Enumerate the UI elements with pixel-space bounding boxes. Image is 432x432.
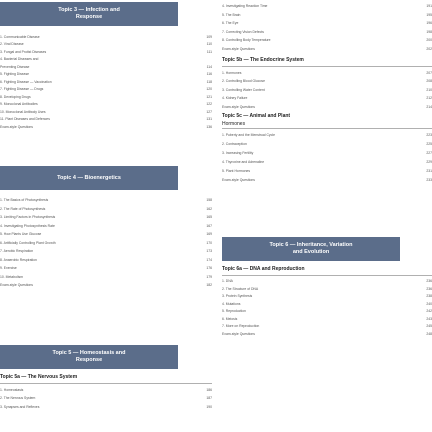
topic3-header-line2: Response (75, 14, 103, 20)
toc-entry (0, 196, 212, 205)
toc-entry-label: 6. Fighting Disease — Vaccination (0, 79, 52, 84)
toc-entry-label: 3. Protein Synthesis (222, 294, 253, 299)
toc-entry-label: Exam-style Questions (222, 331, 255, 336)
toc-entry-page: 182 (206, 283, 212, 288)
topic5-header (0, 345, 178, 369)
toc-entry-label: 3. Increasing Fertility (222, 151, 254, 156)
toc-entry-label: 4. Mutations (222, 301, 241, 306)
toc-entry (222, 11, 432, 20)
toc-entry-page: 191 (426, 4, 432, 9)
toc-entry (222, 69, 432, 78)
topic5b-section (222, 57, 432, 111)
topic6a-list (222, 278, 432, 338)
topic6-header (222, 237, 400, 261)
toc-entry (222, 308, 432, 316)
toc-entry-page: 174 (206, 257, 212, 262)
toc-entry (0, 256, 212, 265)
topic5-section (0, 345, 212, 411)
toc-entry-page: 229 (426, 160, 432, 165)
topic6-header-line1: Topic 6 — Inheritance, Variation (269, 242, 353, 248)
toc-entry (0, 403, 212, 412)
toc-entry-page: 122 (206, 102, 212, 107)
toc-entry (0, 123, 212, 131)
toc-entry-label: 7. Correcting Vision Defects (222, 29, 264, 34)
toc-entry-page: 121 (206, 94, 212, 99)
toc-entry-page: 114 (206, 64, 212, 69)
toc-entry-page: 173 (206, 249, 212, 254)
toc-entry-page: 195 (426, 12, 432, 17)
toc-entry-label: 4. Thyroxine and Adrenaline (222, 160, 265, 165)
toc-entry-page: 210 (426, 87, 432, 92)
toc-entry-label: 6. The Eye (222, 21, 239, 26)
toc-entry-label: 3. Fungal and Protist Diseases (0, 49, 47, 54)
toc-entry-label: Exam-style Questions (222, 104, 255, 109)
topic3-header-line1: Topic 3 — Infection and (58, 7, 120, 13)
toc-entry-page: 214 (426, 104, 432, 109)
toc-entry-page: 109 (206, 34, 212, 39)
toc-entry (222, 45, 432, 54)
toc-entry-label: 2. The Rate of Photosynthesis (0, 206, 46, 211)
topic5a-divider (0, 383, 212, 384)
toc-entry (0, 281, 212, 290)
topic6a-title: Topic 6a — DNA and Reproduction (222, 266, 305, 272)
toc-entry-label: 10. Metabolism (0, 274, 23, 279)
toc-entry (0, 222, 212, 231)
toc-entry (0, 71, 212, 79)
toc-entry-label: 2. Contraception (222, 142, 247, 147)
toc-entry-page: 176 (206, 266, 212, 271)
toc-entry-page: 179 (206, 274, 212, 279)
topic5a-continued-section (222, 2, 432, 53)
toc-entry-label: 5. Plant Hormones (222, 169, 251, 174)
topic5a-title: Topic 5a — The Nervous System (0, 374, 78, 380)
toc-entry (0, 48, 212, 56)
toc-entry (222, 94, 432, 103)
toc-entry (222, 285, 432, 293)
toc-entry (222, 293, 432, 301)
toc-entry-page: 116 (206, 72, 212, 77)
toc-entry (222, 330, 432, 338)
toc-entry (0, 56, 212, 64)
toc-entry (0, 239, 212, 248)
toc-entry-page: 167 (206, 223, 212, 228)
toc-entry-page: 238 (426, 294, 432, 299)
topic5c-section (222, 113, 432, 185)
toc-entry-label: 8. Controlling Body Temperature (222, 38, 271, 43)
topic5a-list (0, 386, 212, 412)
toc-entry-label: 11. Plant Diseases and Defences (0, 117, 50, 122)
toc-entry-label: 8. Anaerobic Respiration (0, 257, 37, 262)
toc-entry (0, 116, 212, 124)
toc-entry (0, 41, 212, 49)
toc-entry-label: 5. How Plants Use Glucose (0, 232, 42, 237)
toc-entry-label: 10. Monoclonal Antibody Uses (0, 109, 46, 114)
toc-entry-page: 200 (426, 38, 432, 43)
topic6-section (222, 237, 432, 338)
toc-entry (222, 140, 432, 149)
toc-entry-label: 2. The Nervous System (0, 396, 36, 401)
toc-entry-page: 227 (426, 151, 432, 156)
toc-entry-page: 236 (426, 286, 432, 291)
toc-entry-page: 120 (206, 87, 212, 92)
toc-entry-label: 7. Fighting Disease — Drugs (0, 87, 44, 92)
toc-entry-label: 4. Investigating Reaction Time (222, 4, 268, 9)
toc-entry-page: 223 (426, 133, 432, 138)
toc-entry (0, 86, 212, 94)
toc-entry (222, 167, 432, 176)
toc-entry-label: 4. Investigating Photosynthesis Rate (0, 223, 55, 228)
toc-entry (222, 315, 432, 323)
toc-entry-page: 169 (206, 232, 212, 237)
toc-entry-label: 9. Exercise (0, 266, 17, 271)
toc-entry-page: 162 (206, 206, 212, 211)
toc-entry-page: 236 (426, 279, 432, 284)
topic5c-divider (222, 128, 432, 129)
toc-entry (0, 230, 212, 239)
toc-entry-label: 2. The Structure of DNA (222, 286, 259, 291)
toc-entry-page: 198 (426, 29, 432, 34)
toc-entry-label: 1. Homeostasis (0, 387, 24, 392)
toc-entry-label: 5. Reproduction (222, 309, 246, 314)
topic5c-title: Topic 5c — Animal and Plant (222, 113, 291, 119)
toc-entry (222, 323, 432, 331)
toc-entry-label: 3. Limiting Factors in Photosynthesis (0, 215, 56, 220)
toc-entry-page: 240 (426, 301, 432, 306)
toc-entry-label: 5. The Brain (222, 12, 241, 17)
toc-entry-label: 1. Communicable Disease (0, 34, 40, 39)
toc-entry-label: Exam-style Questions (0, 283, 33, 288)
toc-entry-page: 231 (426, 169, 432, 174)
toc-entry-label: Exam-style Questions (0, 124, 33, 129)
topic3-section (0, 2, 212, 131)
topic5-header-line2: Response (75, 357, 103, 363)
toc-entry (222, 278, 432, 286)
toc-entry-page: 233 (426, 178, 432, 183)
toc-entry-label: 4. Bacterial Diseases and (0, 57, 39, 62)
toc-entry (222, 131, 432, 140)
toc-entry-page: 187 (206, 396, 212, 401)
toc-entry-label: 7. Aerobic Respiration (0, 249, 34, 254)
toc-entry-page: 131 (206, 117, 212, 122)
toc-entry (222, 2, 432, 11)
toc-entry-label: Exam-style Questions (222, 46, 255, 51)
toc-entry-label: 1. DNA (222, 279, 233, 284)
toc-entry-page: 248 (426, 331, 432, 336)
toc-entry-page: 111 (206, 49, 212, 54)
topic3-list (0, 33, 212, 131)
toc-entry-label: 3. Synapses and Reflexes (0, 404, 40, 409)
toc-entry-label: Exam-style Questions (222, 178, 255, 183)
toc-entry-page: 202 (426, 46, 432, 51)
toc-entry-label: Preventing Disease (0, 64, 30, 69)
topic3-header (0, 2, 178, 26)
toc-entry-label: 8. Developing Drugs (0, 94, 31, 99)
toc-entry-page: 165 (206, 215, 212, 220)
toc-entry (222, 149, 432, 158)
toc-entry (0, 247, 212, 256)
toc-entry-page: 110 (206, 42, 212, 47)
toc-entry (222, 103, 432, 112)
toc-entry-page: 127 (206, 109, 212, 114)
toc-entry-label: 7. More on Reproduction (222, 324, 260, 329)
toc-entry-page: 242 (426, 309, 432, 314)
topic4-list (0, 196, 212, 290)
topic4-section (0, 166, 212, 290)
toc-entry-label: 2. Controlling Blood Glucose (222, 79, 265, 84)
toc-entry (0, 394, 212, 403)
toc-entry (222, 28, 432, 37)
topic5-header-line1: Topic 5 — Homeostasis and (52, 350, 126, 356)
toc-entry (0, 63, 212, 71)
toc-entry-label: 6. Meiosis (222, 316, 238, 321)
toc-entry (0, 101, 212, 109)
toc-entry-page: 196 (426, 21, 432, 26)
toc-entry-page: 190 (206, 404, 212, 409)
toc-entry-label: 6. Artificially Controlling Plant Growth (0, 240, 56, 245)
toc-entry (0, 205, 212, 214)
topic5c-subtitle: Hormones (222, 121, 246, 127)
toc-entry-page: 208 (426, 79, 432, 84)
toc-entry-page: 225 (426, 142, 432, 147)
toc-entry-label: 1. The Basics of Photosynthesis (0, 198, 49, 203)
toc-entry-page: 118 (206, 79, 212, 84)
topic5c-list (222, 131, 432, 185)
toc-entry-page: 243 (426, 316, 432, 321)
topic5a-continued-list (222, 2, 432, 53)
toc-entry-label: 1. Hormones (222, 70, 242, 75)
topic6-header-line2: and Evolution (292, 249, 330, 255)
topic5b-list (222, 69, 432, 112)
toc-entry-page: 207 (426, 70, 432, 75)
topic5b-title: Topic 5b — The Endocrine System (222, 57, 304, 63)
toc-entry (0, 213, 212, 222)
toc-entry-label: 4. Kidney Failure (222, 96, 248, 101)
toc-entry (0, 386, 212, 395)
toc-entry-label: 9. Monoclonal Antibodies (0, 102, 38, 107)
toc-entry (0, 33, 212, 41)
topic6a-divider (222, 275, 432, 276)
toc-entry (222, 158, 432, 167)
toc-entry (222, 19, 432, 28)
toc-entry-label: 5. Fighting Disease (0, 72, 30, 77)
toc-entry-page: 158 (206, 198, 212, 203)
toc-entry (0, 264, 212, 273)
toc-entry-label: 3. Controlling Water Content (222, 87, 265, 92)
toc-entry (0, 93, 212, 101)
toc-entry-label: 2. Viral Disease (0, 42, 24, 47)
toc-entry (222, 300, 432, 308)
toc-entry (0, 108, 212, 116)
toc-entry (222, 86, 432, 95)
toc-entry (0, 273, 212, 282)
topic5b-divider (222, 66, 432, 67)
toc-entry (222, 36, 432, 45)
toc-entry-page: 245 (426, 324, 432, 329)
toc-entry (222, 176, 432, 185)
toc-entry-page: 136 (206, 124, 212, 129)
toc-entry-label: 1. Puberty and the Menstrual Cycle (222, 133, 275, 138)
topic4-header: Topic 4 — Bioenergetics (0, 166, 178, 190)
toc-entry-page: 186 (206, 387, 212, 392)
toc-entry (222, 77, 432, 86)
toc-entry (0, 78, 212, 86)
toc-entry-page: 212 (426, 96, 432, 101)
toc-entry-page: 170 (206, 240, 212, 245)
